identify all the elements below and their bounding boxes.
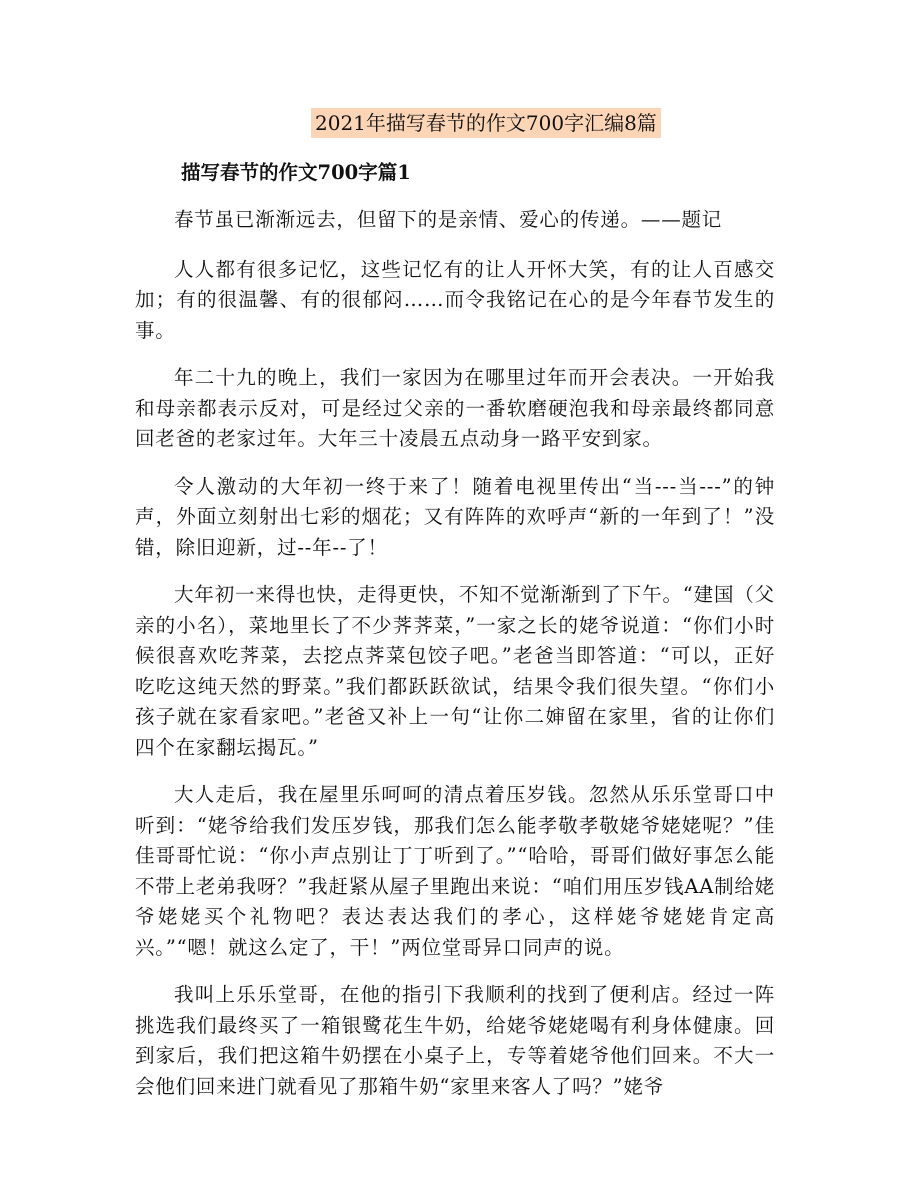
paragraph: 人人都有很多记忆，这些记忆有的让人开怀大笑，有的让人百感交加；有的很温馨、有的很郁闷……而令我铭记在心的是今年春节发生的事。 (135, 257, 775, 342)
section-heading: 描写春节的作文700字篇1 (181, 161, 411, 184)
paragraph: 令人激动的大年初一终于来了！随着电视里传出“当---当---”的钟声，外面立刻射出七彩的烟花；又有阵阵的欢呼声“新的一年到了！”没错，除旧迎新，过--年--了！ (135, 474, 775, 559)
paragraph: 我叫上乐乐堂哥，在他的指引下我顺利的找到了便利店。经过一阵挑选我们最终买了一箱银鹭花生牛奶，给姥爷姥姥喝有利身体健康。回到家后，我们把这箱牛奶摆在小桌子上，专等着姥爷他们回来。不大一会他们回来进门就看见了那箱牛奶“家里来客人了吗？”姥爷 (135, 983, 775, 1098)
paragraph: 大人走后，我在屋里乐呵呵的清点着压岁钱。忽然从乐乐堂哥口中听到：“姥爷给我们发压岁钱，那我们怎么能孝敬孝敬姥爷姥姥呢？”佳佳哥哥忙说：“你小声点别让丁丁听到了。”“哈哈，哥哥们做好事怎么能不带上老弟我呀？”我赶紧从屋子里跑出来说：“咱们用压岁钱AA制给姥爷姥姥买个礼物吧？表达表达我们的孝心，这样姥爷姥姥肯定高兴。”“嗯！就这么定了，干！”两位堂哥异口同声的说。 (135, 783, 776, 959)
paragraph-epigraph: 春节虽已渐渐远去，但留下的是亲情、爱心的传递。——题记 (174, 208, 723, 231)
paragraph: 大年初一来得也快，走得更快，不知不觉渐渐到了下午。“建国（父亲的小名），菜地里长了不少荠荠菜，”一家之长的姥爷说道：“你们小时候很喜欢吃荠菜，去挖点荠菜包饺子吧。”老爸当即答道：“可以，正好吃吃这纯天然的野菜。”我们都跃跃欲试，结果令我们很失望。“你们小孩子就在家看家吧。”老爸又补上一句“让你二婶留在家里，省的让你们四个在家翻坛揭瓦。” (135, 583, 775, 759)
document-body (135, 205, 775, 1119)
document-title: 2021年描写春节的作文700字汇编8篇 (311, 108, 661, 138)
paragraph: 年二十九的晚上，我们一家因为在哪里过年而开会表决。一开始我和母亲都表示反对，可是经过父亲的一番软磨硬泡我和母亲最终都同意回老爸的老家过年。大年三十凌晨五点动身一路平安到家。 (135, 366, 775, 450)
